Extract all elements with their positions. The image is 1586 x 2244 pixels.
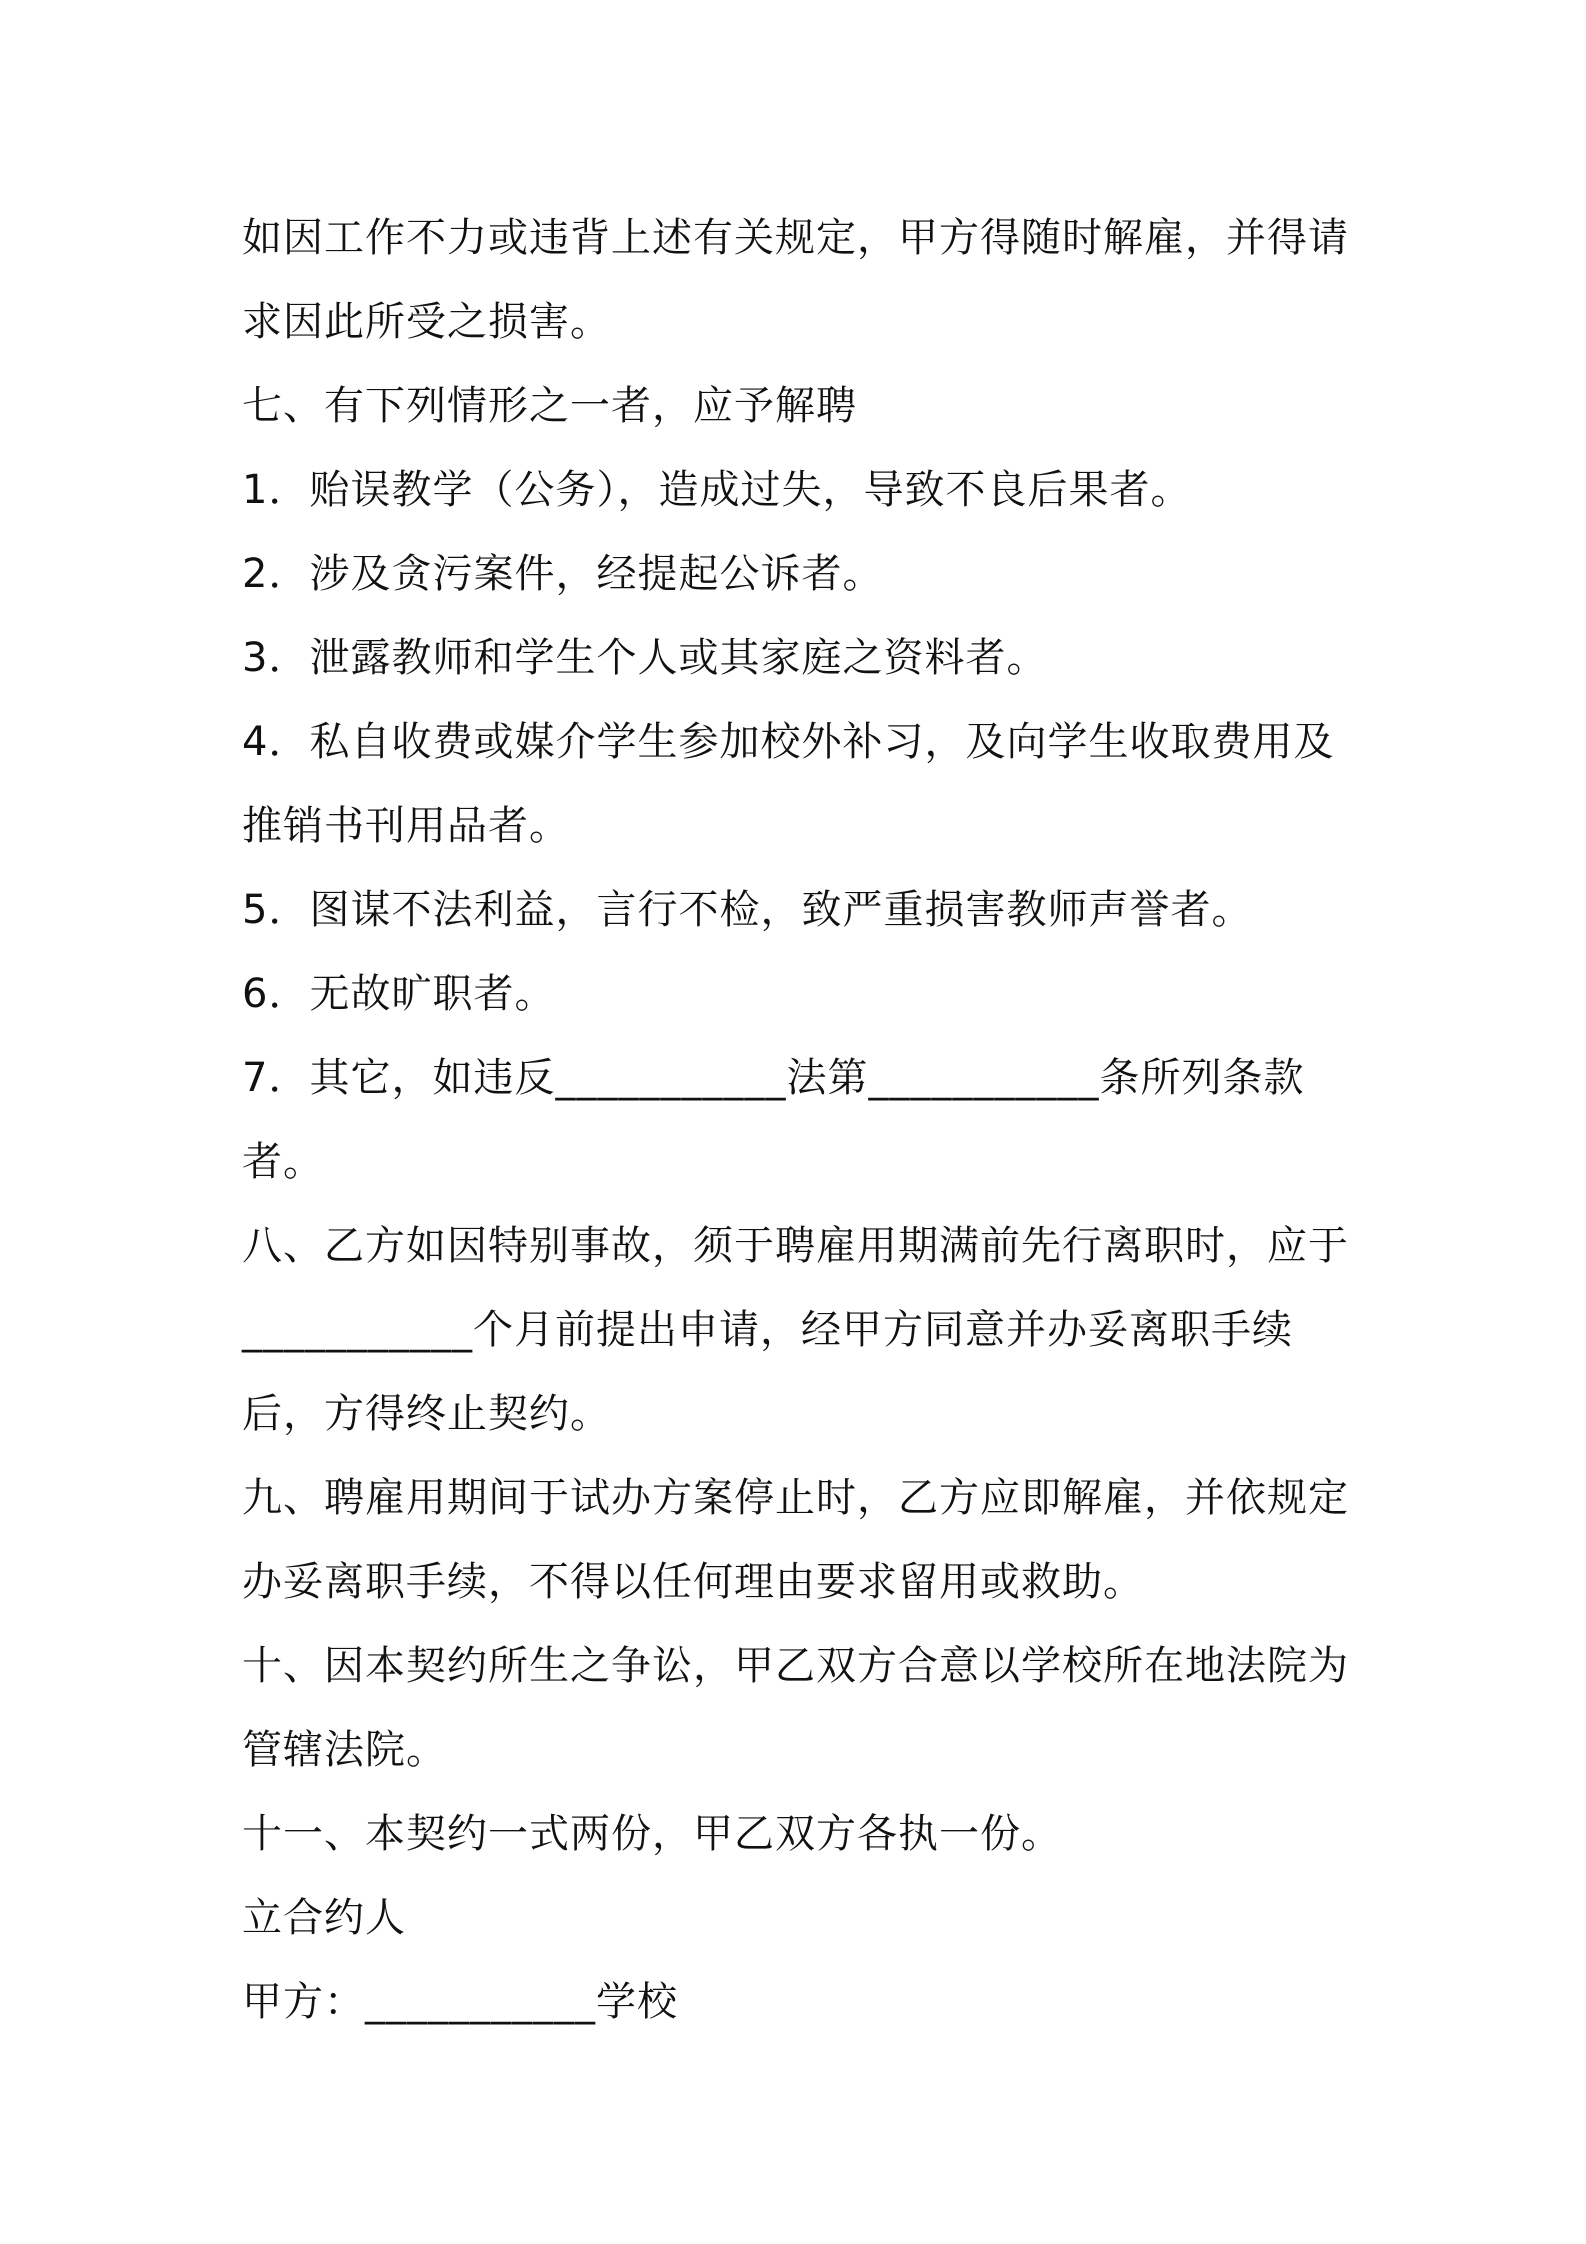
party-a-line: 甲方：___________学校 (242, 1979, 678, 2025)
signatories-label: 立合约人 (242, 1895, 406, 1941)
list-item-5: 5．图谋不法利益，言行不检，致严重损害教师声誉者。 (242, 887, 1253, 933)
section-seven-heading: 七、有下列情形之一者，应予解聘 (242, 383, 857, 429)
list-item-2: 2．涉及贪污案件，经提起公诉者。 (242, 551, 884, 597)
list-item-7: 7．其它，如违反___________法第___________条所列条款者。 (242, 1055, 1305, 1185)
list-item-1: 1．贻误教学（公务），造成过失，导致不良后果者。 (242, 467, 1192, 513)
list-item-6: 6．无故旷职者。 (242, 971, 556, 1017)
list-item-3: 3．泄露教师和学生个人或其家庭之资料者。 (242, 635, 1048, 681)
document-body (242, 196, 1362, 2044)
paragraph-dismissal-clause: 如因工作不力或违背上述有关规定，甲方得随时解雇，并得请求因此所受之损害。 (242, 215, 1349, 345)
section-eight: 八、乙方如因特别事故，须于聘雇用期满前先行离职时，应于___________个月前提出申请，经甲方同意并办妥离职手续后，方得终止契约。 (242, 1223, 1349, 1437)
list-item-4: 4．私自收费或媒介学生参加校外补习，及向学生收取费用及推销书刊用品者。 (242, 719, 1335, 849)
section-ten: 十、因本契约所生之争讼，甲乙双方合意以学校所在地法院为管辖法院。 (242, 1643, 1349, 1773)
section-eleven: 十一、本契约一式两份，甲乙双方各执一份。 (242, 1811, 1062, 1857)
section-nine: 九、聘雇用期间于试办方案停止时，乙方应即解雇，并依规定办妥离职手续，不得以任何理由要求留用或救助。 (242, 1475, 1349, 1605)
